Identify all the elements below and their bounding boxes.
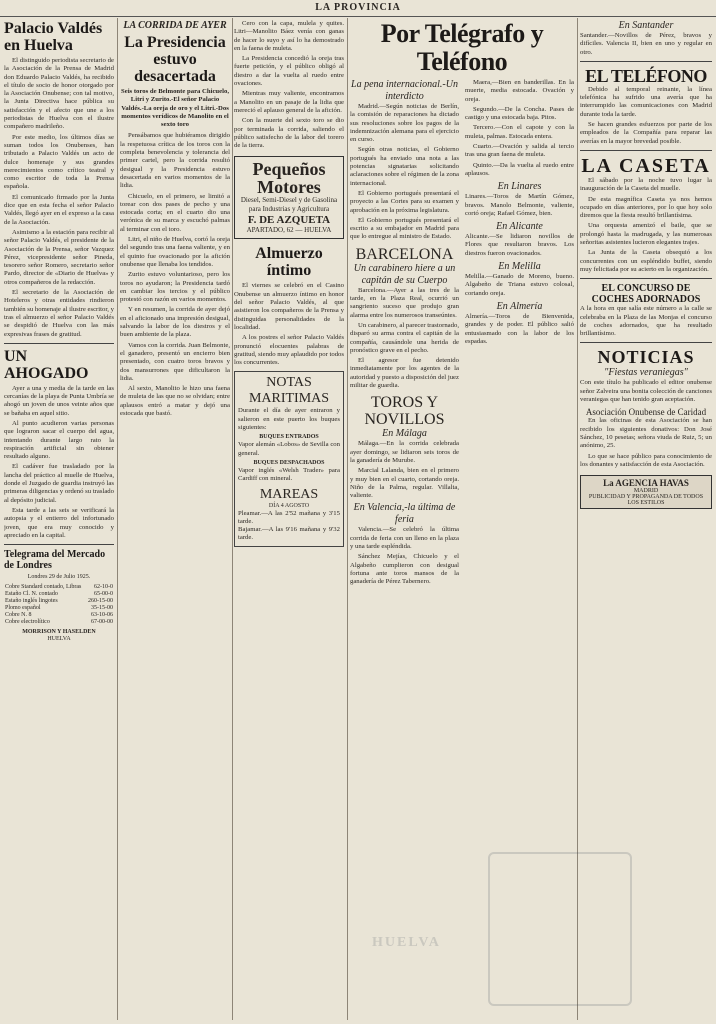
article-headline: La Presidencia estuvo desacertada: [124, 34, 226, 85]
article-headline: Asociación Onubense de Caridad: [585, 407, 707, 418]
commodity-cell: Cobre Standard contado, Libras: [5, 584, 82, 591]
paragraph: Zurito estuvo voluntarioso, pero los toros no ayudaron; la Presidencia tardó en cambiar los tercios y el público protestó con razón en varios momentos.: [120, 271, 230, 304]
subsection-title: BUQUES DESPACHADOS: [253, 459, 325, 466]
paragraph: Al punto acudieron varias personas que lograron sacar el cuerpo del agua, intentando durante largo rato la respiración artificial sin obtener resultado alguno.: [4, 419, 114, 461]
commodity-cell: Estaño Cl. N. contado: [5, 591, 58, 598]
paragraph: Una orquesta amenizó el baile, que se prolongó hasta la madrugada, y las numerosas señoritas asistentes lucieron elegantes trajes.: [580, 222, 712, 247]
advertisement: [234, 156, 344, 239]
section-headline: Por Telégrafo y Teléfono: [380, 20, 544, 76]
paragraph: Vapor inglés «Welsh Trader» para Cardiff con mineral.: [238, 466, 340, 483]
ad-title: Pequeños Motores: [252, 159, 326, 198]
table-row: [4, 584, 114, 591]
commodity-cell: Plomo español: [5, 605, 41, 612]
masthead: [0, 0, 716, 17]
paragraph: El Gobierno portugués presentará el escrito a su embajador en Madrid para que lo entregue al ministro de Estado.: [350, 216, 459, 241]
paragraph: Santander.—Novillos de Pérez, bravos y difíciles. Valencia II, bien en uno y regular en otro.: [580, 32, 712, 56]
column-4: [350, 20, 574, 1018]
ad-address: APARTADO, 62 — HUELVA: [246, 226, 332, 235]
paragraph: Almería.—Toros de Bienvenida, grandes y de poder. El público salió entusiasmado con la labor de los espadas.: [465, 312, 574, 345]
article-headline: BARCELONA: [355, 245, 454, 263]
article-headline: Telegrama del Mercado de Londres: [4, 549, 106, 572]
paragraph: Ayer a una y media de la tarde en las cercanías de la playa de Punta Umbría se ahogó un joven de unos veinte años que se bañaba en aquel sitio.: [4, 384, 114, 417]
article-subhead: En Alicante: [496, 221, 543, 233]
paragraph: Tercero.—Con el capote y con la muleta, palmas. Estocada entera.: [465, 124, 574, 140]
column-rule: [577, 18, 578, 1020]
article-body: [234, 20, 344, 150]
article-body: [350, 287, 459, 391]
masthead-title: LA PROVINCIA: [315, 2, 401, 13]
paragraph: A los postres el señor Palacio Valdés pronunció elocuentes palabras de gratitud, siendo muy aplaudido por todos los concurrentes.: [234, 334, 344, 367]
paragraph: En las oficinas de esta Asociación se han recibido los siguientes donativos: Don José Sánchez, 10 pesetas; señora viuda de Ruiz, 5; un anónimo, 25.: [580, 417, 712, 450]
article-subhead: En Melilla: [498, 261, 541, 273]
article-subhead: Un carabinero hiere a un capitán de su Cuerpo: [353, 262, 456, 286]
paragraph: Alicante.—Se lidiaron novillos de Flores que resultaron bravos. Los diestros fueron ovacionados.: [465, 233, 574, 257]
commodity-cell: Estaño inglés lingotes: [5, 598, 58, 605]
commodity-cell: Cobre N. 8: [5, 612, 32, 619]
article-body: [350, 526, 459, 586]
table-row: [4, 619, 114, 626]
paragraph: Lo que se hace público para conocimiento de los donantes y satisfacción de esta Asociación.: [580, 452, 712, 468]
paragraph: Cuarto.—Ovación y salida al tercio tras una gran faena de muleta.: [465, 143, 574, 159]
paragraph: El cadáver fue trasladado por la lancha del práctico al muelle de Huelva, donde el Juzgado de guardia instruyó las primeras diligencias y ordenó su traslado al depósito judicial.: [4, 463, 114, 504]
article-subhead: "Fiestas veraniegas": [604, 367, 688, 379]
article-body: [350, 440, 459, 500]
article-subhead: En Málaga: [382, 428, 427, 440]
paragraph: Chicuelo, en el primero, se limitó a torear con dos pases de pecho y una estocada corta; en el cuarto dio una verónica de su marca y escuchó palmas al terminar con el toro.: [120, 192, 230, 233]
paragraph: Valencia.—Se celebró la última corrida de feria con un lleno en la plaza y una tarde espléndida.: [350, 526, 459, 550]
divider: [580, 278, 712, 279]
stamp-text: PUBLICIDAD Y PROPAGANDA DE TODOS LOS ESTILOS: [588, 494, 704, 507]
divider: [580, 150, 712, 151]
advertisement-stamp: [580, 475, 712, 509]
price-cell: 62-10-0: [94, 584, 113, 591]
paragraph: Maera,—Bien en banderillas. En la muerte, media estocada. Ovación y oreja.: [465, 79, 574, 103]
telegram-signature: MORRISON Y HASELDEN: [22, 629, 96, 636]
paragraph: Y en resumen, la corrida de ayer dejó en el aficionado una impresión desigual, salvando la labor de los diestros y el buen ambiente de la plaza.: [120, 306, 230, 339]
watermark-text: HUELVA: [372, 935, 441, 950]
subcolumn-left: [350, 79, 459, 588]
paragraph: Litri, el niño de Huelva, cortó la oreja del segundo tras una faena valiente, y en el quinto fue ovacionado por la afición onubense que llenaba los tendidos.: [120, 236, 230, 268]
article-headline: LA CASETA: [581, 154, 711, 177]
section-title: MAREAS: [259, 486, 319, 502]
paragraph: El Gobierno portugués presentará el proyecto a las Cortes para su examen y aprobación en la próxima legislatura.: [350, 189, 459, 214]
paragraph: Con este título ha publicado el editor onubense señor Zalveira una bonita colección de canciones veraniegas que han tenido gran aceptación.: [580, 379, 712, 404]
paragraph: La Junta de la Caseta obsequió a los concurrentes con un espléndido buffet, siendo muy felicitada por su acierto en la organización.: [580, 249, 712, 273]
paragraph: Segundo.—De la Concha. Pases de castigo y una estocada baja. Pitos.: [465, 105, 574, 122]
article-subhead: En Valencia,-la última de feria: [353, 502, 456, 526]
article-body: [350, 103, 459, 242]
paragraph: Asimismo a la estación para recibir al señor Palacio Valdés, el presidente de la Asociación de la Prensa, señor Vazquez Pérez, vicepresidente señor Pineda, tesorero señor Romero, secretario señor Pardo, director de «Diario de Huelva» y otros compañeros de la redacción.: [4, 228, 114, 286]
paragraph: De esta magnífica Caseta ya nos hemos ocupado en días anteriores, por lo que hoy solo diremos que la fiesta resultó brillantísima.: [580, 195, 712, 220]
tides-high: Pleamar.—A las 2'52 mañana y 3'15 tarde.: [238, 509, 340, 525]
paragraph: El secretario de la Asociación de Hoteleros y otras entidades rindieron también su homenaje al ilustre escritor, y tras el almuerzo el señor Palacio Valdés se despidió de Huelva con las más expresivas frases de gratitud.: [4, 289, 114, 338]
table-row: [4, 591, 114, 598]
paragraph: Mientras muy valiente, encontramos a Manolito en un pasaje de la lidia que mereció el aplauso general de la afición.: [234, 90, 344, 114]
ad-city: HUELVA: [304, 226, 332, 235]
market-table: [4, 584, 114, 626]
column-2: [120, 20, 230, 1018]
article-subhead: En Santander: [618, 20, 674, 31]
article-headline: Palacio Valdés en Huelva: [4, 20, 103, 54]
paragraph: Madrid.—Según noticias de Berlín, la comisión de reparaciones ha dictado sus resoluciones sobre los pagos de la indemnización alemana para el ejercicio en curso.: [350, 103, 459, 144]
paragraph: Por este medio, los últimos días se suman todos los Onubenses, han tributado a Palacio Valdés un acto de dulce homenaje y sus grandes merecimientos como crítico teatral y como escritor de toda la Prensa española.: [4, 133, 114, 191]
paragraph: Sánchez Mejías, Chicuelo y el Algabeño cumplieron con desigual fortuna ante toros mansos de la ganadería de Pérez Tabernero.: [350, 553, 459, 586]
paragraph: Durante el día de ayer entraron y salieron en este puerto los buques siguientes:: [238, 407, 340, 432]
article-body: [4, 57, 114, 339]
price-cell: 63-10-06: [91, 612, 113, 619]
paragraph: El agresor fue detenido inmediatamente por los agentes de la autoridad y puesto a disposición del juez militar de guardia.: [350, 357, 459, 390]
paragraph: Cero con la capa, mulela y quites. Litri—Manolito Báez venía con ganas de hacer lo suyo y así lo ha demostrado en la faena de muleta.: [234, 20, 344, 52]
ad-line: Diesel, Semi-Diesel y de Gasolina: [240, 196, 338, 205]
article-body: [465, 79, 574, 178]
article-headline: TOROS Y NOVILLOS: [364, 394, 445, 429]
paragraph: Un carabinero, al parecer trastornado, disparó su arma contra el capitán de la compañía, causándole una herida de pronóstico grave en el pecho.: [350, 321, 460, 354]
price-cell: 35-15-00: [91, 605, 113, 612]
article-headline: EL CONCURSO DE COCHES ADORNADOS: [591, 283, 701, 306]
column-1: [4, 20, 114, 1018]
article-body: [580, 177, 712, 274]
ad-address-text: APARTADO, 62: [246, 226, 294, 235]
article-body: [4, 385, 114, 540]
table-row: [4, 605, 114, 612]
paragraph: El sábado por la noche tuvo lugar la inauguración de la Caseta del muelle.: [580, 176, 712, 193]
column-rule: [347, 18, 348, 1020]
tides-date: DÍA 4 AGOSTO: [268, 502, 310, 509]
maritime-notes: [234, 371, 344, 546]
subcolumn-right: [465, 79, 574, 588]
article-body: [580, 86, 712, 146]
article-subhead: En Linares: [497, 181, 542, 193]
stamp-city: MADRID: [633, 488, 659, 495]
paragraph: Esta tarde a las seis se verificará la autopsia y el entierro del infortunado joven, que era muy conocido y apreciado en la capital.: [4, 506, 114, 539]
article-headline: NOTICIAS: [597, 347, 695, 368]
price-cell: 260-15-00: [88, 598, 113, 605]
paragraph: Según otras noticias, el Gobierno portugués ha enviado una nota a las potencias signatarias solicitando aclaraciones sobre el régimen de la zona internacional.: [350, 146, 459, 187]
two-column-block: [350, 79, 574, 588]
paragraph: Melilla.—Ganado de Moreno, bueno. Algabeño de Triana estuvo colosal, cortando oreja.: [465, 273, 574, 297]
paragraph: Con la muerte del sexto toro se dio por terminada la corrida, saliendo el público satisfecho de la labor del torero de la tierra.: [234, 117, 344, 150]
paragraph: El comunicado firmado por la Junta dice que en esta fecha el señor Palacio Valdés, llegó ayer en el expreso a la casa de la Asociación.: [4, 193, 114, 226]
article-subhead: En Almería: [496, 300, 543, 312]
article-body: [580, 417, 712, 469]
paragraph: Se hacen grandes esfuerzos por parte de los empleados de la Compañía para reparar las averías en la mayor brevedad posible.: [580, 121, 712, 145]
divider: [4, 544, 114, 545]
price-cell: 65-00-0: [94, 591, 113, 598]
divider: [4, 343, 114, 344]
article-body: [120, 132, 230, 418]
column-3: [234, 20, 344, 1018]
paragraph: Al sexto, Manolito le hizo una faena de muleta de las que no se olvidan; entre aplausos entró a matar y dejó una estocada que bastó.: [120, 385, 230, 417]
divider: [580, 342, 712, 343]
article-lead: Seis toros de Belmonte para Chicuelo, Litri y Zurito.-El señor Palacio Valdés.-La oreja de oro y el Litri.-Dos momentos verídicos de Manolito en el sexto toro: [121, 88, 229, 129]
paragraph: Vamos con la corrida. Juan Belmonte, el ganadero, presentó un encierro bien presentado, con cuatro toros bravos y dos mansurrones que dificultaron la lidia.: [120, 341, 230, 382]
paragraph: Linares.—Toros de Martín Gómez, bravos. Manolo Belmonte, valiente, cortó oreja; Rafael Gómez, bien.: [465, 193, 574, 217]
column-rule: [232, 18, 233, 1020]
paragraph: El distinguido periodista secretario de la Asociación de la Prensa de Madrid don Eduardo Palacio Valdés, ha recibido el título de socio de honor otorgado por la Asociación Onubense; con tal motivo, la Junta Directiva hace pública su satisfacción y el afecto que une a los periodistas de Huelva con el ilustre compañero madrileño.: [4, 57, 114, 131]
article-headline: EL TELÉFONO: [585, 65, 707, 86]
article-headline: UN AHOGADO: [4, 347, 89, 382]
price-cell: 67-00-00: [91, 619, 113, 626]
paragraph: A la hora en que salía este número a la calle se celebraba en la Plaza de las Monjas el concurso de coches adornados, que ha resultado brillantísimo.: [580, 305, 712, 338]
telegram-date: Londres 29 de Julio 1925.: [27, 574, 91, 581]
article-subhead: La pena internacional.-Un interdicto: [351, 79, 458, 102]
ad-line: para Industrias y Agricultura: [248, 205, 330, 214]
paragraph: Barcelona.—Ayer a las tres de la tarde, en la Plaza Real, ocurrió un sangriento suceso que produjo gran alarma entre los numerosos transeúntes.: [350, 286, 459, 319]
divider: [580, 61, 712, 62]
ad-company: F. DE AZQUETA: [247, 214, 331, 227]
paragraph: Vapor alemán «Lobos» de Sevilla con general.: [238, 441, 340, 457]
column-5: [580, 20, 712, 1018]
table-row: [4, 598, 114, 605]
article-kicker: LA CORRIDA DE AYER: [123, 20, 227, 31]
commodity-cell: Cobre electrolítico: [5, 619, 50, 626]
table-row: [4, 612, 114, 619]
article-body: [234, 282, 344, 367]
column-rule: [117, 18, 118, 1020]
paragraph: El viernes se celebró en el Casino Onubense un almuerzo íntimo en honor del señor Palacio Valdés, al que asistieron los compañeros de la Prensa y distinguidas personalidades de la localidad.: [234, 282, 344, 331]
paragraph: Quinto.—Da la vuelta al ruedo entre aplausos.: [465, 161, 574, 177]
stamp-title: La AGENCIA HAVAS: [603, 478, 689, 489]
article-headline: Almuerzo íntimo: [255, 245, 323, 280]
paragraph: Marcial Lalanda, bien en el primero y muy bien en el cuarto, cortando oreja. Niño de la Palma, regular. Villalta, valiente.: [350, 467, 459, 500]
paragraph: Pensábamos que hubiéramos dirigido la respetuosa crítica de los toros con la completa benevolencia y tolerancia del primer cartel, pero la corrida resultó desigual y la Presidencia estuvo desacertada en varios momentos de la lidia.: [120, 132, 230, 190]
paragraph: Málaga.—En la corrida celebrada ayer domingo, se lidiaron seis toros de la ganadería de Murube.: [350, 440, 459, 464]
subsection-title: BUQUES ENTRADOS: [259, 434, 319, 441]
tides-low: Bajamar.—A las 9'16 mañana y 9'32 tarde.: [238, 526, 340, 542]
telegram-place: HUELVA: [47, 636, 71, 643]
paragraph: Debido al temporal reinante, la línea telefónica ha sufrido una avería que ha interrumpido las comunicaciones con Madrid durante toda la tarde.: [580, 85, 712, 118]
section-title: NOTAS MARITIMAS: [248, 375, 330, 407]
paragraph: La Presidencia concedió la oreja tras fuerte petición, y el público obligó al diestro a dar la vuelta al ruedo entre ovaciones.: [234, 55, 344, 88]
